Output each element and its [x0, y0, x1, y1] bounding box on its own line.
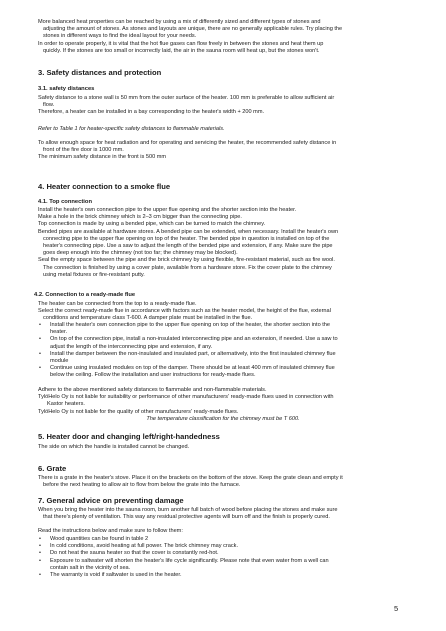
- damage-advice-list: [38, 536, 408, 579]
- section-4-1-text: [38, 207, 408, 279]
- text-line: Safety distance to a stone wall is 50 mm from the outer surface of the heater. 100 mm is preferable to allow sufficient air: [38, 95, 335, 101]
- text-line: front of the fire door is 1000 mm.: [43, 147, 124, 154]
- text-line: • Do not heat the sauna heater so that the cover is constantly red-hot.: [50, 550, 219, 557]
- section-5-text: The side on which the handle is installed cannot be changed.: [38, 444, 190, 450]
- text-line: The heater can be connected from the top to a ready-made flue.: [38, 301, 197, 307]
- section-4-2-heading: 4.2. Connection to a ready-made flue: [34, 292, 136, 298]
- text-line: TylöHelo Oy is not liable for suitability or performance of other manufacturers' ready-made flues used in connection with: [38, 394, 334, 401]
- section-4-2-text: [38, 301, 408, 323]
- text-line: adjusting the amount of stones. As stones and layouts are unique, there are no generally applicable rules. Try placing the: [43, 26, 343, 33]
- text-line: • In cold conditions, avoid heating at full power. The brick chimney may crack.: [50, 543, 239, 550]
- list-item: [38, 336, 408, 350]
- text-line: connecting pipe to the upper flue opening on top of the heater. The bended pipe in question is installed on top of the: [43, 235, 330, 242]
- text-line: There is a grate in the heater's stove. Place it on the brackets on the bottom of the stove. Keep the grate clean and empty it: [38, 475, 343, 481]
- table-reference-note: Refer to Table 1 for heater-specific safety distances to flammable materials.: [38, 126, 225, 132]
- text-line: Select the correct ready-made flue in accordance with factors such as the heater model, the height of the flue, external: [38, 308, 331, 315]
- text-line: Seal the empty space between the pipe and the brick chimney by using flexible, fire-resistant material, such as fire wool.: [38, 257, 335, 264]
- text-line: Kastor heaters.: [47, 401, 85, 408]
- text-line: • Continue using insulated modules on top of the damper. There should be at least 400 mm of insulated chimney flue: [50, 365, 335, 372]
- list-item: [38, 572, 408, 579]
- section-4-heading: 4. Heater connection to a smoke flue: [38, 182, 171, 191]
- text-line: • Wood quantities can be found in table 2: [50, 536, 149, 542]
- text-line: In order to operate properly, it is vital that the hot flue gases can flow freely in between the stones and heat them up: [38, 40, 324, 47]
- text-line: heater.: [50, 329, 68, 336]
- text-line: • On top of the connection pipe, install a non-insulated interconnecting pipe and an extension, if needed. Use a saw to: [50, 336, 338, 343]
- text-line: quickly. If the stones are too small or incorrectly laid, the air in the sauna room will heat up, but the stones won't.: [43, 47, 320, 54]
- text-line: conditions and temperature class T-600. A damper plate must be installed in the flue.: [43, 315, 253, 322]
- section-7-text: [38, 507, 408, 521]
- text-line: using metal fixtures or fire-resistant putty.: [43, 271, 145, 278]
- section-3-1-heading: 3.1. safety distances: [38, 86, 95, 92]
- text-line: More balanced heat properties can be reached by using a mix of differently sized and different types of stones and: [38, 19, 321, 25]
- list-item: [38, 543, 408, 550]
- temperature-note: The temperature classification for the chimney must be T 600.: [146, 415, 300, 422]
- text-line: • Install the heater's own connection pipe to the upper flue opening on top of the heater, the shorter section into the: [50, 322, 331, 328]
- text-line: To allow enough space for heat radiation and for operating and servicing the heater, the recommended safety distance in: [38, 140, 337, 146]
- text-line: before the next heating to allow air to flow from below the grate into the furnace.: [43, 482, 241, 489]
- text-line: TylöHelo Oy is not liable for the quality of other manufacturers' ready-made flues.: [38, 408, 239, 415]
- section-3-heading: 3. Safety distances and protection: [38, 68, 162, 77]
- text-line: Top connection is made by using a bended pipe, which can be turned to match the chimney.: [38, 221, 266, 228]
- section-6-text: [38, 475, 408, 489]
- text-line: • The warranty is void if saltwater is used in the heater.: [50, 572, 182, 579]
- section-6-heading: 6. Grate: [38, 464, 67, 473]
- text-line: The minimum safety distance in the front is 500 mm: [38, 154, 167, 161]
- text-line: Install the heater's own connection pipe to the upper flue opening and the shorter section into the heater.: [38, 207, 297, 213]
- text-line: • Install the damper between the non-insulated and insulated part, or alternatively, into the first insulated chimney flue: [50, 350, 336, 357]
- list-item: [38, 558, 408, 572]
- text-line: contain salt in the vicinity of sea.: [50, 564, 131, 571]
- text-line: flow.: [43, 102, 55, 109]
- text-line: Adhere to the above mentioned safety distances to flammable and non-flammable materials.: [38, 387, 267, 393]
- text-line: Therefore, a heater can be installed in a bay corresponding to the heater's width + 200 mm.: [38, 109, 265, 116]
- instructions-intro: Read the instructions below and make sure to follow them:: [38, 528, 183, 534]
- text-line: below the ceiling. Follow the installation and user instructions for ready-made flues.: [50, 372, 256, 379]
- text-line: module: [50, 358, 69, 365]
- section-7-heading: 7. General advice on preventing damage: [38, 496, 184, 505]
- list-item: [38, 365, 408, 379]
- text-line: stones in different ways to find the ideal layout for your needs.: [43, 33, 197, 40]
- section-3-1-text: [38, 95, 408, 117]
- text-line: that there's plenty of ventilation. This way any residual protective agents will burn off and the finish is properly cured.: [43, 514, 330, 521]
- section-5-heading: 5. Heater door and changing left/right-handedness: [38, 432, 220, 441]
- liability-text: [38, 387, 408, 423]
- text-line: heater's connecting pipe. Use a saw to adjust the length of the bended pipe and extension, if any. Make sure the pipe: [43, 243, 333, 250]
- intro-paragraph: [38, 19, 408, 55]
- flue-install-steps: [38, 322, 408, 380]
- text-line: goes deep enough into the chimney (not too far; the chimney may be blocked).: [43, 250, 238, 257]
- text-line: • Exposure to saltwater will shorten the heater's life cycle significantly. Please note that even water from a well can: [50, 557, 329, 564]
- page-number: 5: [394, 604, 399, 613]
- list-item: [38, 322, 408, 336]
- front-distance-text: [38, 140, 408, 162]
- list-item: [38, 536, 408, 543]
- text-line: Bended pipes are available at hardware stores. A bended pipe can be extended, when necessary. Install the heater's own: [38, 228, 339, 235]
- section-4-1-heading: 4.1. Top connection: [38, 199, 93, 205]
- text-line: The connection is finished by using a cover plate, available from a hardware store. Fix the cover plate to the chimney: [43, 264, 332, 271]
- text-line: Make a hole in the brick chimney which is 2–3 cm bigger than the connecting pipe.: [38, 214, 242, 221]
- list-item: [38, 550, 408, 557]
- list-item: [38, 351, 408, 365]
- text-line: When you bring the heater into the sauna room, burn another full batch of wood before placing the stones and make sure: [38, 507, 338, 513]
- text-line: adjust the length of the interconnecting pipe and extension, if any.: [50, 343, 213, 350]
